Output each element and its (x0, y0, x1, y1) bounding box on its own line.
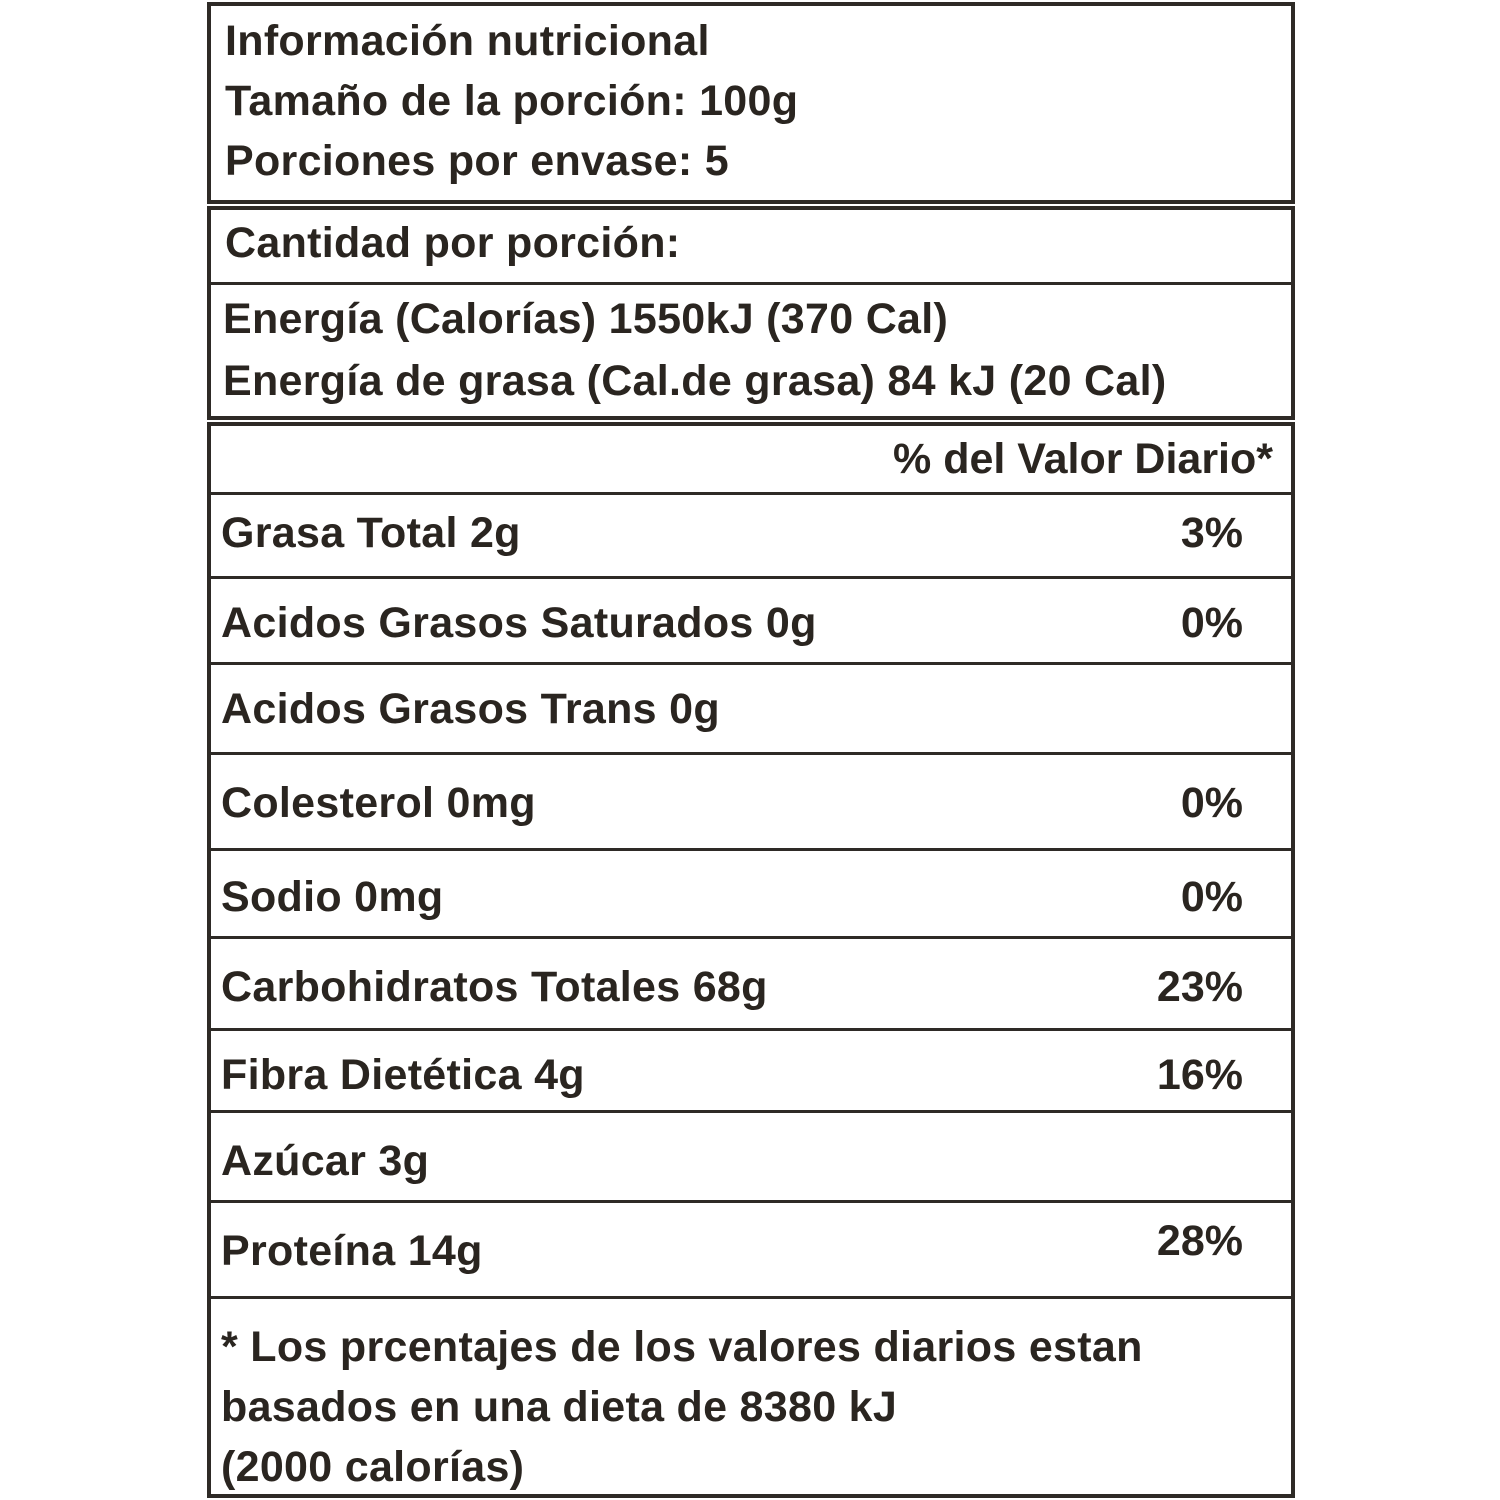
divider (207, 576, 1295, 579)
nutrient-label-dietary-fiber: Fibra Dietética 4g (221, 1051, 585, 1099)
nutrient-dv-total-fat: 3% (1180, 509, 1243, 557)
divider (207, 752, 1295, 755)
label-title: Información nutricional (225, 17, 710, 65)
servings-per-container: Porciones por envase: 5 (225, 137, 729, 185)
nutrient-dv-cholesterol: 0% (1180, 779, 1243, 827)
nutrient-dv-saturated-fat: 0% (1180, 599, 1243, 647)
footnote-line-1: * Los prcentajes de los valores diarios estan (221, 1323, 1143, 1371)
divider (207, 662, 1295, 665)
serving-size: Tamaño de la porción: 100g (225, 77, 799, 125)
energy-row: Energía (Calorías) 1550kJ (370 Cal) (223, 295, 949, 343)
nutrient-label-protein: Proteína 14g (221, 1227, 483, 1275)
nutrient-label-saturated-fat: Acidos Grasos Saturados 0g (221, 599, 817, 647)
divider (207, 1028, 1295, 1031)
nutrient-label-trans-fat: Acidos Grasos Trans 0g (221, 685, 720, 733)
amount-heading: Cantidad por porción: (225, 219, 681, 267)
nutrition-label (207, 2, 1295, 1498)
nutrient-dv-sodium: 0% (1180, 873, 1243, 921)
divider (207, 492, 1295, 495)
nutrient-label-sodium: Sodio 0mg (221, 873, 444, 921)
footnote-line-3: (2000 calorías) (221, 1443, 525, 1491)
nutrient-label-total-carbohydrates: Carbohidratos Totales 68g (221, 963, 768, 1011)
nutrient-label-cholesterol: Colesterol 0mg (221, 779, 536, 827)
nutrient-dv-dietary-fiber: 16% (1156, 1051, 1243, 1099)
nutrient-dv-total-carbohydrates: 23% (1156, 963, 1243, 1011)
fat-energy-row: Energía de grasa (Cal.de grasa) 84 kJ (20 Cal) (223, 357, 1167, 405)
divider (207, 1110, 1295, 1113)
nutrient-label-total-fat: Grasa Total 2g (221, 509, 521, 557)
divider (207, 1296, 1295, 1299)
nutrient-dv-protein: 28% (1156, 1217, 1243, 1265)
divider (207, 282, 1295, 285)
daily-value-heading: % del Valor Diario* (893, 435, 1273, 483)
divider (207, 848, 1295, 851)
divider (207, 1200, 1295, 1203)
nutrient-label-sugar: Azúcar 3g (221, 1137, 430, 1185)
divider (207, 936, 1295, 939)
footnote-line-2: basados en una dieta de 8380 kJ (221, 1383, 898, 1431)
